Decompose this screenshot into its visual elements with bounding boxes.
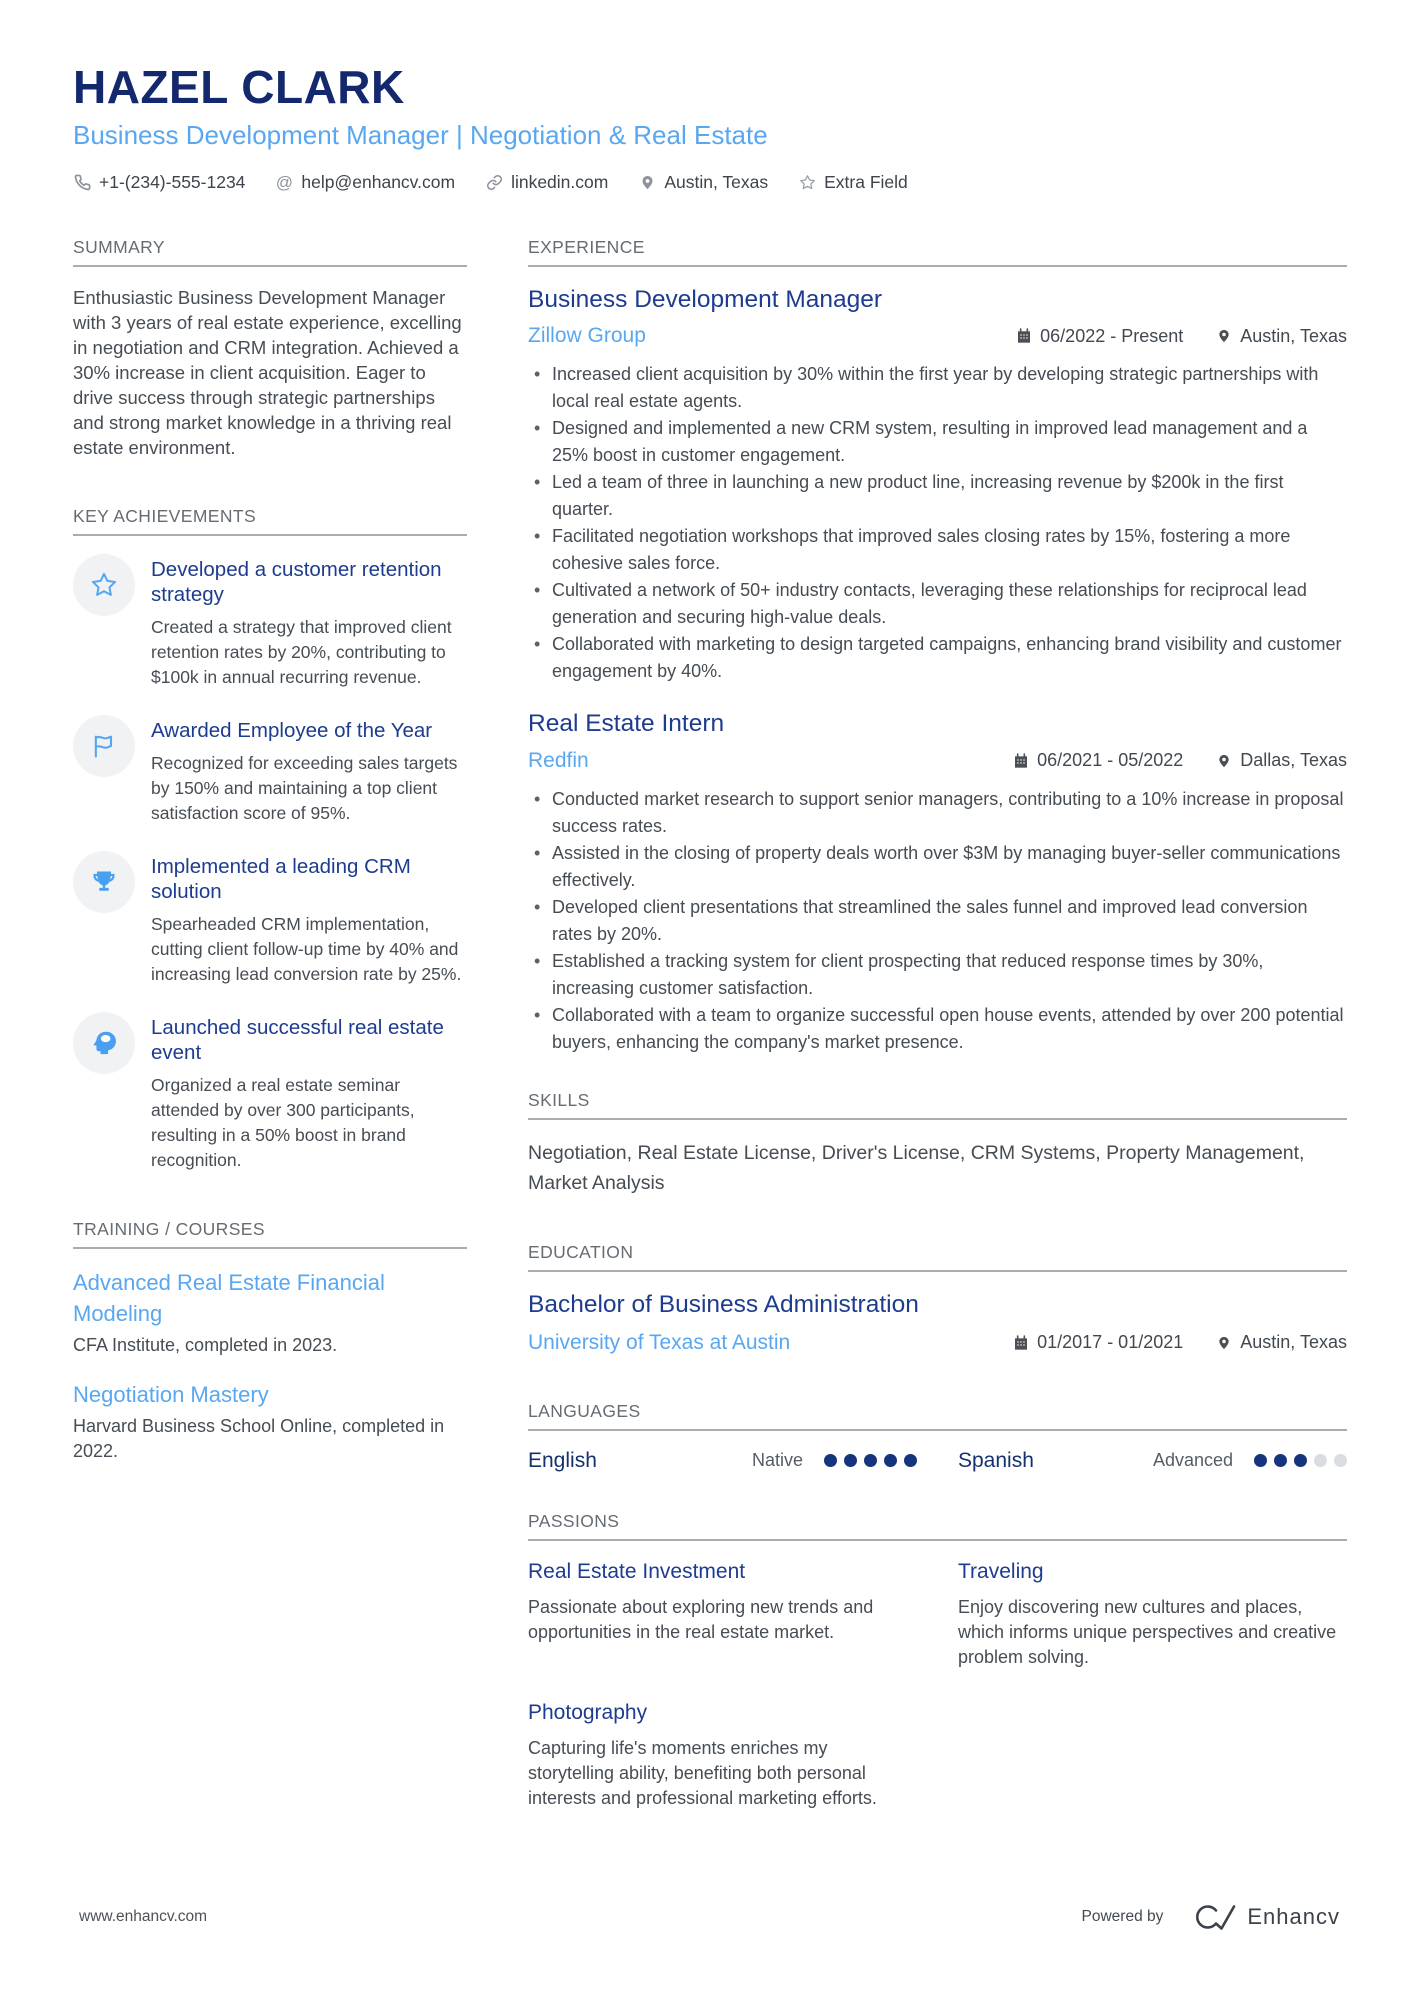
proficiency-dot (1294, 1454, 1307, 1467)
job-location-text: Austin, Texas (1240, 325, 1347, 346)
course-item (73, 1379, 467, 1464)
left-column (73, 237, 467, 1812)
key-achievements-section (73, 506, 467, 1173)
bullet: • Led a team of three in launching a new product line, increasing revenue by $200k in the first quarter. (528, 469, 1347, 523)
powered-by (1082, 1901, 1340, 1933)
languages-section (528, 1401, 1347, 1473)
achievement-title: Launched successful real estate event (151, 1015, 444, 1064)
at-icon: @ (275, 172, 294, 192)
summary-text: Enthusiastic Business Development Manager with 3 years of real estate experience, excelling in negotiation and CRM integration. Achieved a 30% increase in client acquisition. Eager to drive success through strategic partnerships and strong market knowledge in a thriving real estate environment. (73, 286, 462, 458)
passion-text: Capturing life's moments enriches my storytelling ability, benefiting both personal interests and professional marketing efforts. (528, 1738, 877, 1809)
bullet: • Assisted in the closing of property deals worth over $3M by managing buyer-seller communications effectively. (528, 840, 1347, 894)
proficiency-dot (1334, 1454, 1347, 1467)
achievement-item (73, 851, 467, 987)
passions-section (528, 1511, 1347, 1812)
training-section (73, 1219, 467, 1464)
contact-phone (73, 172, 245, 193)
language-name: Spanish (958, 1448, 1034, 1472)
company-name: Zillow Group (528, 324, 646, 348)
contact-row (73, 172, 1347, 193)
passion-title: Real Estate Investment (528, 1559, 746, 1583)
education-dates (1012, 1332, 1183, 1353)
phone-text: +1-(234)-555-1234 (99, 171, 246, 192)
link-icon (485, 173, 503, 191)
achievement-text: Recognized for exceeding sales targets by 150% and maintaining a top client satisfaction score of 95%. (151, 752, 458, 823)
summary-section (73, 237, 467, 460)
course-text: CFA Institute, completed in 2023. (73, 1334, 338, 1355)
education-heading: EDUCATION (528, 1242, 1347, 1272)
trophy-icon (73, 851, 135, 913)
course-text: Harvard Business School Online, completed in 2022. (73, 1415, 445, 1461)
bullet: • Facilitated negotiation workshops that improved sales closing rates by 15%, fostering a more cohesive sales force. (528, 523, 1347, 577)
job-entry (528, 285, 1347, 685)
proficiency-dots (817, 1454, 917, 1467)
training-heading: TRAINING / COURSES (73, 1219, 467, 1249)
skills-text: Negotiation, Real Estate License, Driver's License, CRM Systems, Property Management, Market Analysis (528, 1141, 1305, 1194)
location-icon (638, 173, 656, 191)
achievement-item (73, 1012, 467, 1173)
contact-email (275, 172, 455, 193)
achievement-item (73, 715, 467, 826)
job-dates (1012, 750, 1183, 771)
bullet: • Cultivated a network of 50+ industry contacts, leveraging these relationships for reciprocal lead generation and securing high-value deals. (528, 577, 1347, 631)
course-item (73, 1267, 467, 1358)
proficiency-dot (824, 1454, 837, 1467)
key-achievements-heading: KEY ACHIEVEMENTS (73, 506, 467, 536)
job-dates-text: 06/2022 - Present (1040, 325, 1184, 346)
language-item (958, 1449, 1347, 1473)
course-title: Negotiation Mastery (73, 1381, 269, 1407)
job-dates-text: 06/2021 - 05/2022 (1037, 750, 1184, 771)
experience-section (528, 237, 1347, 1056)
passion-title: Traveling (958, 1559, 1044, 1583)
education-location-text: Austin, Texas (1240, 1332, 1347, 1353)
location-icon (1215, 1334, 1232, 1351)
contact-location (638, 172, 768, 193)
job-title: Business Development Manager (528, 285, 883, 313)
bullet: • Collaborated with a team to organize successful open house events, attended by over 200 potential buyers, enhancing the company's market presence. (528, 1002, 1347, 1056)
proficiency-dots (1247, 1454, 1347, 1467)
calendar-icon (1012, 752, 1029, 769)
flag-icon (73, 715, 135, 777)
education-location (1215, 1332, 1347, 1353)
passion-item (958, 1559, 1347, 1670)
location-text: Austin, Texas (664, 171, 769, 192)
achievement-title: Developed a customer retention strategy (151, 557, 442, 606)
job-location (1215, 326, 1347, 347)
proficiency-dot (1274, 1454, 1287, 1467)
passions-heading: PASSIONS (528, 1511, 1347, 1541)
contact-link (485, 172, 608, 193)
job-entry (528, 709, 1347, 1055)
passion-title: Photography (528, 1701, 648, 1725)
job-location-text: Dallas, Texas (1240, 750, 1347, 771)
experience-heading: EXPERIENCE (528, 237, 1347, 267)
location-icon (1215, 752, 1232, 769)
skills-section (528, 1090, 1347, 1198)
passion-text: Enjoy discovering new cultures and places, which informs unique perspectives and creative problem solving. (958, 1597, 1337, 1668)
achievement-text: Organized a real estate seminar attended by over 300 participants, resulting in a 50% boost in brand recognition. (151, 1074, 415, 1170)
calendar-icon (1012, 1334, 1029, 1351)
company-name: Redfin (528, 748, 589, 772)
language-level: Advanced (1152, 1450, 1233, 1471)
enhancv-logo-icon (1189, 1901, 1237, 1933)
job-bullets (528, 786, 1347, 1056)
email-text: help@enhancv.com (301, 171, 456, 192)
enhancv-brand-name: Enhancv (1247, 1904, 1340, 1929)
star-icon (73, 554, 135, 616)
proficiency-dot (1314, 1454, 1327, 1467)
bullet: • Designed and implemented a new CRM system, resulting in improved lead management and a 25% boost in customer engagement. (528, 415, 1347, 469)
link-text: linkedin.com (511, 171, 609, 192)
proficiency-dot (904, 1454, 917, 1467)
education-dates-text: 01/2017 - 01/2021 (1037, 1332, 1184, 1353)
bullet: • Increased client acquisition by 30% within the first year by developing strategic partnerships with local real estate agents. (528, 361, 1347, 415)
calendar-icon (1015, 328, 1032, 345)
bullet: • Developed client presentations that streamlined the sales funnel and improved lead conversion rates by 20%. (528, 894, 1347, 948)
language-item (528, 1449, 917, 1473)
passion-text: Passionate about exploring new trends and opportunities in the real estate market. (528, 1597, 874, 1643)
achievement-title: Implemented a leading CRM solution (151, 854, 411, 903)
language-level: Native (751, 1450, 803, 1471)
achievement-text: Created a strategy that improved client retention rates by 20%, contributing to $100k in annual recurring revenue. (151, 616, 452, 687)
brain-head-icon (73, 1012, 135, 1074)
degree-title: Bachelor of Business Administration (528, 1290, 919, 1318)
education-section (528, 1242, 1347, 1355)
job-dates (1015, 326, 1183, 347)
course-title: Advanced Real Estate Financial Modeling (73, 1269, 385, 1326)
languages-heading: LANGUAGES (528, 1401, 1347, 1431)
school-name: University of Texas at Austin (528, 1330, 791, 1354)
bullet: • Collaborated with marketing to design targeted campaigns, enhancing brand visibility and customer engagement by 40%. (528, 631, 1347, 685)
achievement-title: Awarded Employee of the Year (151, 718, 433, 742)
language-name: English (528, 1448, 597, 1472)
location-icon (1215, 328, 1232, 345)
headline: Business Development Manager | Negotiation & Real Estate (73, 119, 768, 150)
powered-by-label: Powered by (1081, 1908, 1164, 1925)
star-icon (798, 173, 816, 191)
resume-header (73, 62, 1347, 193)
footer-site-url: www.enhancv.com (79, 1908, 208, 1925)
passion-item (528, 1559, 917, 1670)
job-bullets (528, 361, 1347, 685)
job-location (1215, 750, 1347, 771)
achievement-text: Spearheaded CRM implementation, cutting client follow-up time by 40% and increasing lead conversion rate by 25%. (151, 913, 462, 984)
right-column (528, 237, 1347, 1812)
contact-extra-field (798, 172, 908, 193)
extra-field-text: Extra Field (824, 171, 908, 192)
proficiency-dot (884, 1454, 897, 1467)
job-title: Real Estate Intern (528, 710, 725, 738)
achievement-item (73, 554, 467, 690)
bullet: • Established a tracking system for client prospecting that reduced response times by 30%, increasing customer satisfaction. (528, 948, 1347, 1002)
person-name: HAZEL CLARK (73, 61, 405, 113)
proficiency-dot (844, 1454, 857, 1467)
skills-heading: SKILLS (528, 1090, 1347, 1120)
bullet: • Conducted market research to support senior managers, contributing to a 10% increase in proposal success rates. (528, 786, 1347, 840)
phone-icon (73, 173, 91, 191)
proficiency-dot (864, 1454, 877, 1467)
summary-heading: SUMMARY (73, 237, 467, 267)
passion-item (528, 1700, 917, 1811)
proficiency-dot (1254, 1454, 1267, 1467)
page-footer (79, 1901, 1340, 1933)
